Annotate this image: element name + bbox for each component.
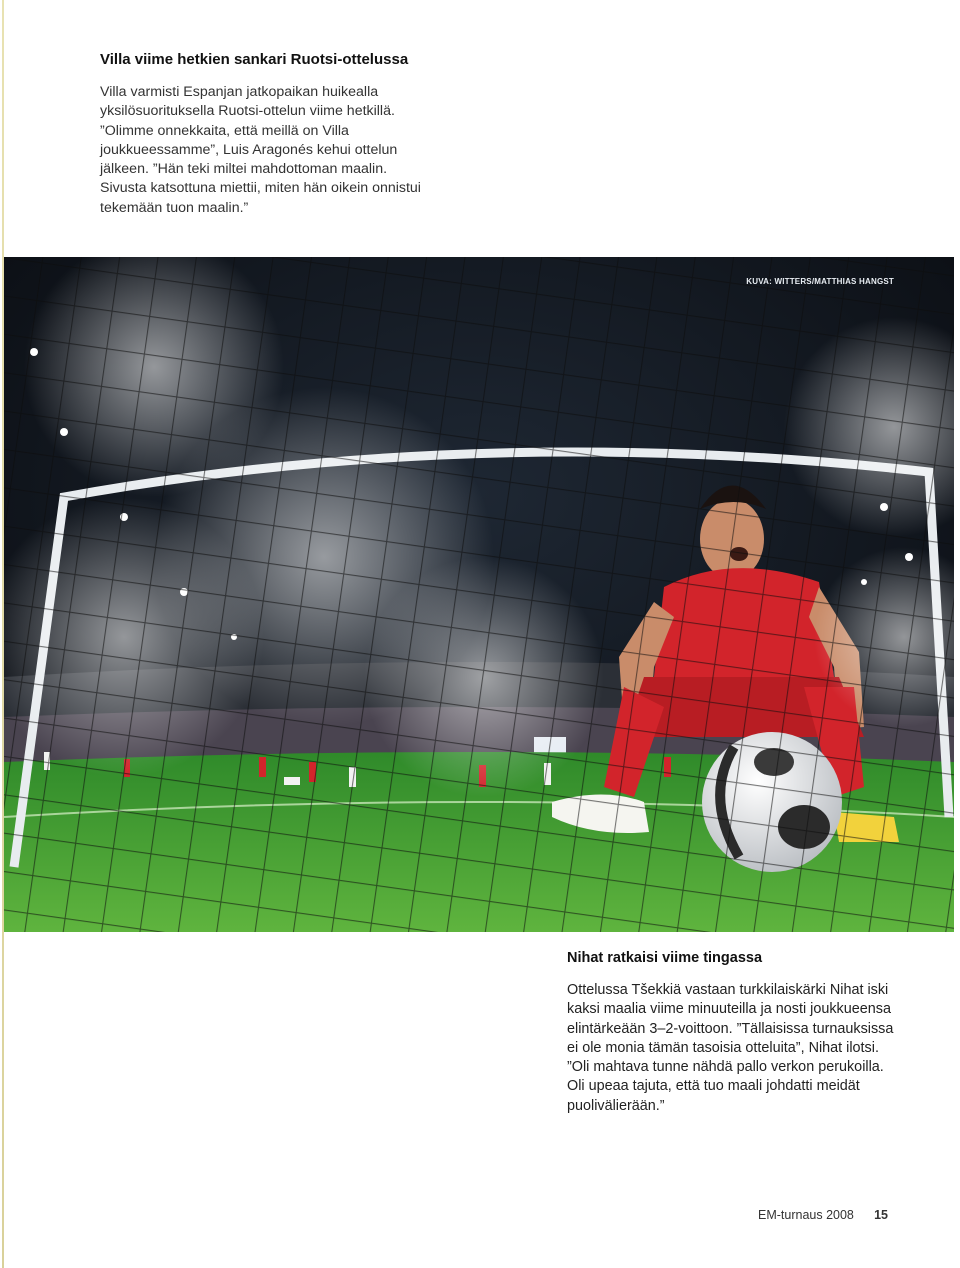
article-title: Villa viime hetkien sankari Ruotsi-ottelussa: [100, 51, 409, 68]
goal-celebration-photo: [4, 257, 954, 932]
photo-credit: KUVA: WITTERS/MATTHIAS HANGST: [746, 277, 894, 286]
article-body: Villa varmisti Espanjan jatkopaikan huikealla yksilösuorituksella Ruotsi-ottelun viime hetkillä. ”Olimme onnekkaita, että meillä on Villa joukkueessamme”, Luis Aragonés kehui ottelun jälkeen. ”Hän teki miltei mahdottoman maalin. Sivusta katsottuna miettii, miten hän oikein onnistui tekemään tuon maalin.”: [100, 84, 421, 216]
page-number: 15: [874, 1208, 888, 1222]
article-nihat: [567, 948, 897, 1116]
magazine-name: EM-turnaus 2008: [758, 1208, 854, 1222]
article-title: Nihat ratkaisi viime tingassa: [567, 950, 763, 966]
article-villa: [100, 50, 430, 218]
article-body: Ottelussa Tšekkiä vastaan turkkilaiskärki Nihat iski kaksi maalia viime minuuteilla ja nosti joukkueensa elintärkeään 3–2-voittoon. ”Tällaisissa turnauksissa ei ole monia tämän tasoisia otteluita”, Nihat ilotsi. ”Oli mahtava tunne nähdä pallo verkon perukoilla. Oli upeaa tajuta, että tuo maali johdatti meidät puolivälierään.”: [567, 982, 894, 1114]
